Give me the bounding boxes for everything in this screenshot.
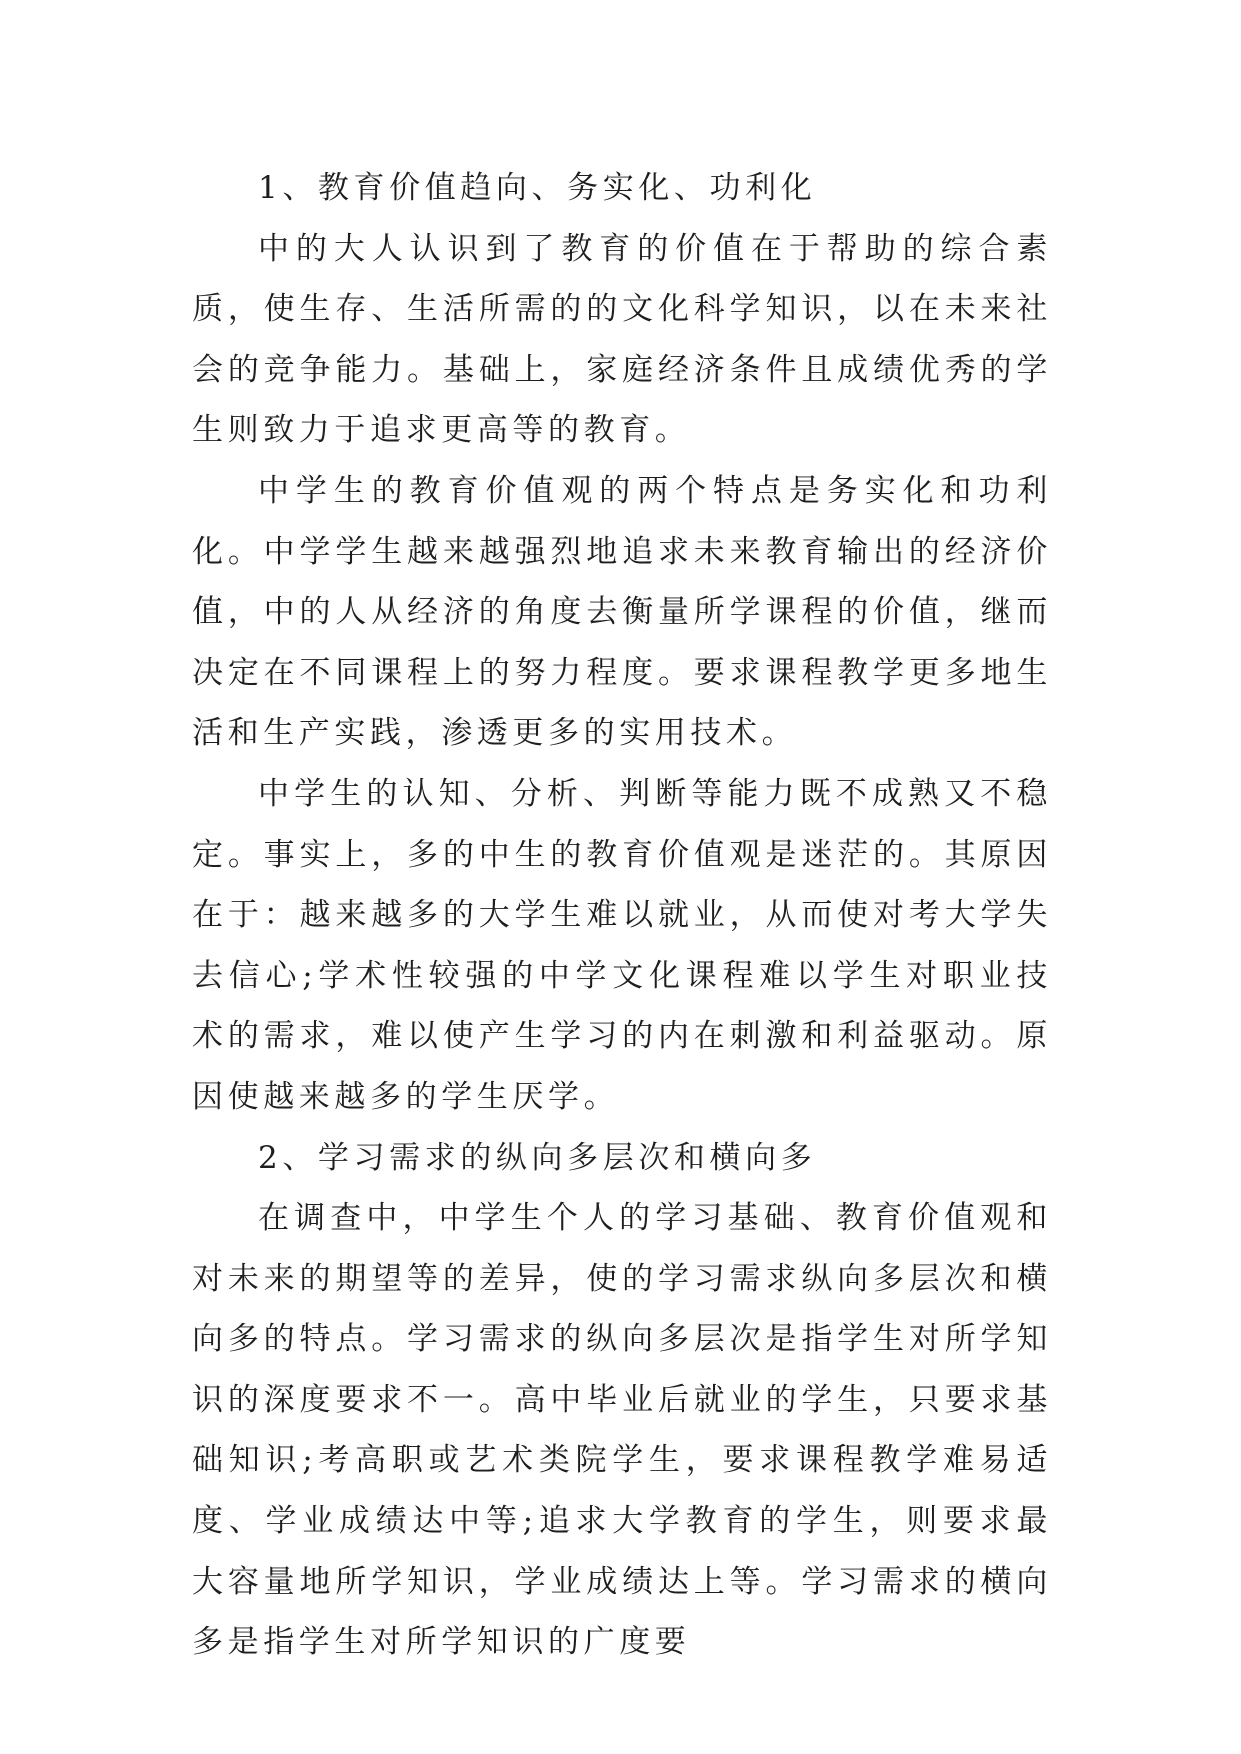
paragraph-3: 中学生的认知、分析、判断等能力既不成熟又不稳定。事实上，多的中生的教育价值观是迷茫的。其原因在于：越来越多的大学生难以就业，从而使对考大学失去信心;学术性较强的中学文化课程难以学生对职业技术的需求，难以使产生学习的内在刺激和利益驱动。原因使越来越多的学生厌学。 xyxy=(192,775,1052,1115)
paragraph-2: 中学生的教育价值观的两个特点是务实化和功利化。中学学生越来越强烈地追求未来教育输出的经济价值，中的人从经济的角度去衡量所学课程的价值，继而决定在不同课程上的努力程度。要求课程教学更多地生活和生产实践，渗透更多的实用技术。 xyxy=(192,472,1052,752)
heading-2: 2、学习需求的纵向多层次和横向多 xyxy=(258,1139,817,1176)
document-body xyxy=(192,158,1052,1673)
heading-1: 1、教育价值趋向、务实化、功利化 xyxy=(258,170,817,206)
paragraph-4: 在调查中，中学生个人的学习基础、教育价值观和对未来的期望等的差异，使的学习需求纵向多层次和横向多的特点。学习需求的纵向多层次是指学生对所学知识的深度要求不一。高中毕业后就业的学生，只要求基础知识;考高职或艺术类院学生，要求课程教学难易适度、学业成绩达中等;追求大学教育的学生，则要求最大容量地所学知识，学业成绩达上等。学习需求的横向多是指学生对所学知识的广度要 xyxy=(192,1200,1052,1661)
paragraph-1: 中的大人认识到了教育的价值在于帮助的综合素质，使生存、生活所需的的文化科学知识，以在未来社会的竞争能力。基础上，家庭经济条件且成绩优秀的学生则致力于追求更高等的教育。 xyxy=(192,230,1052,449)
